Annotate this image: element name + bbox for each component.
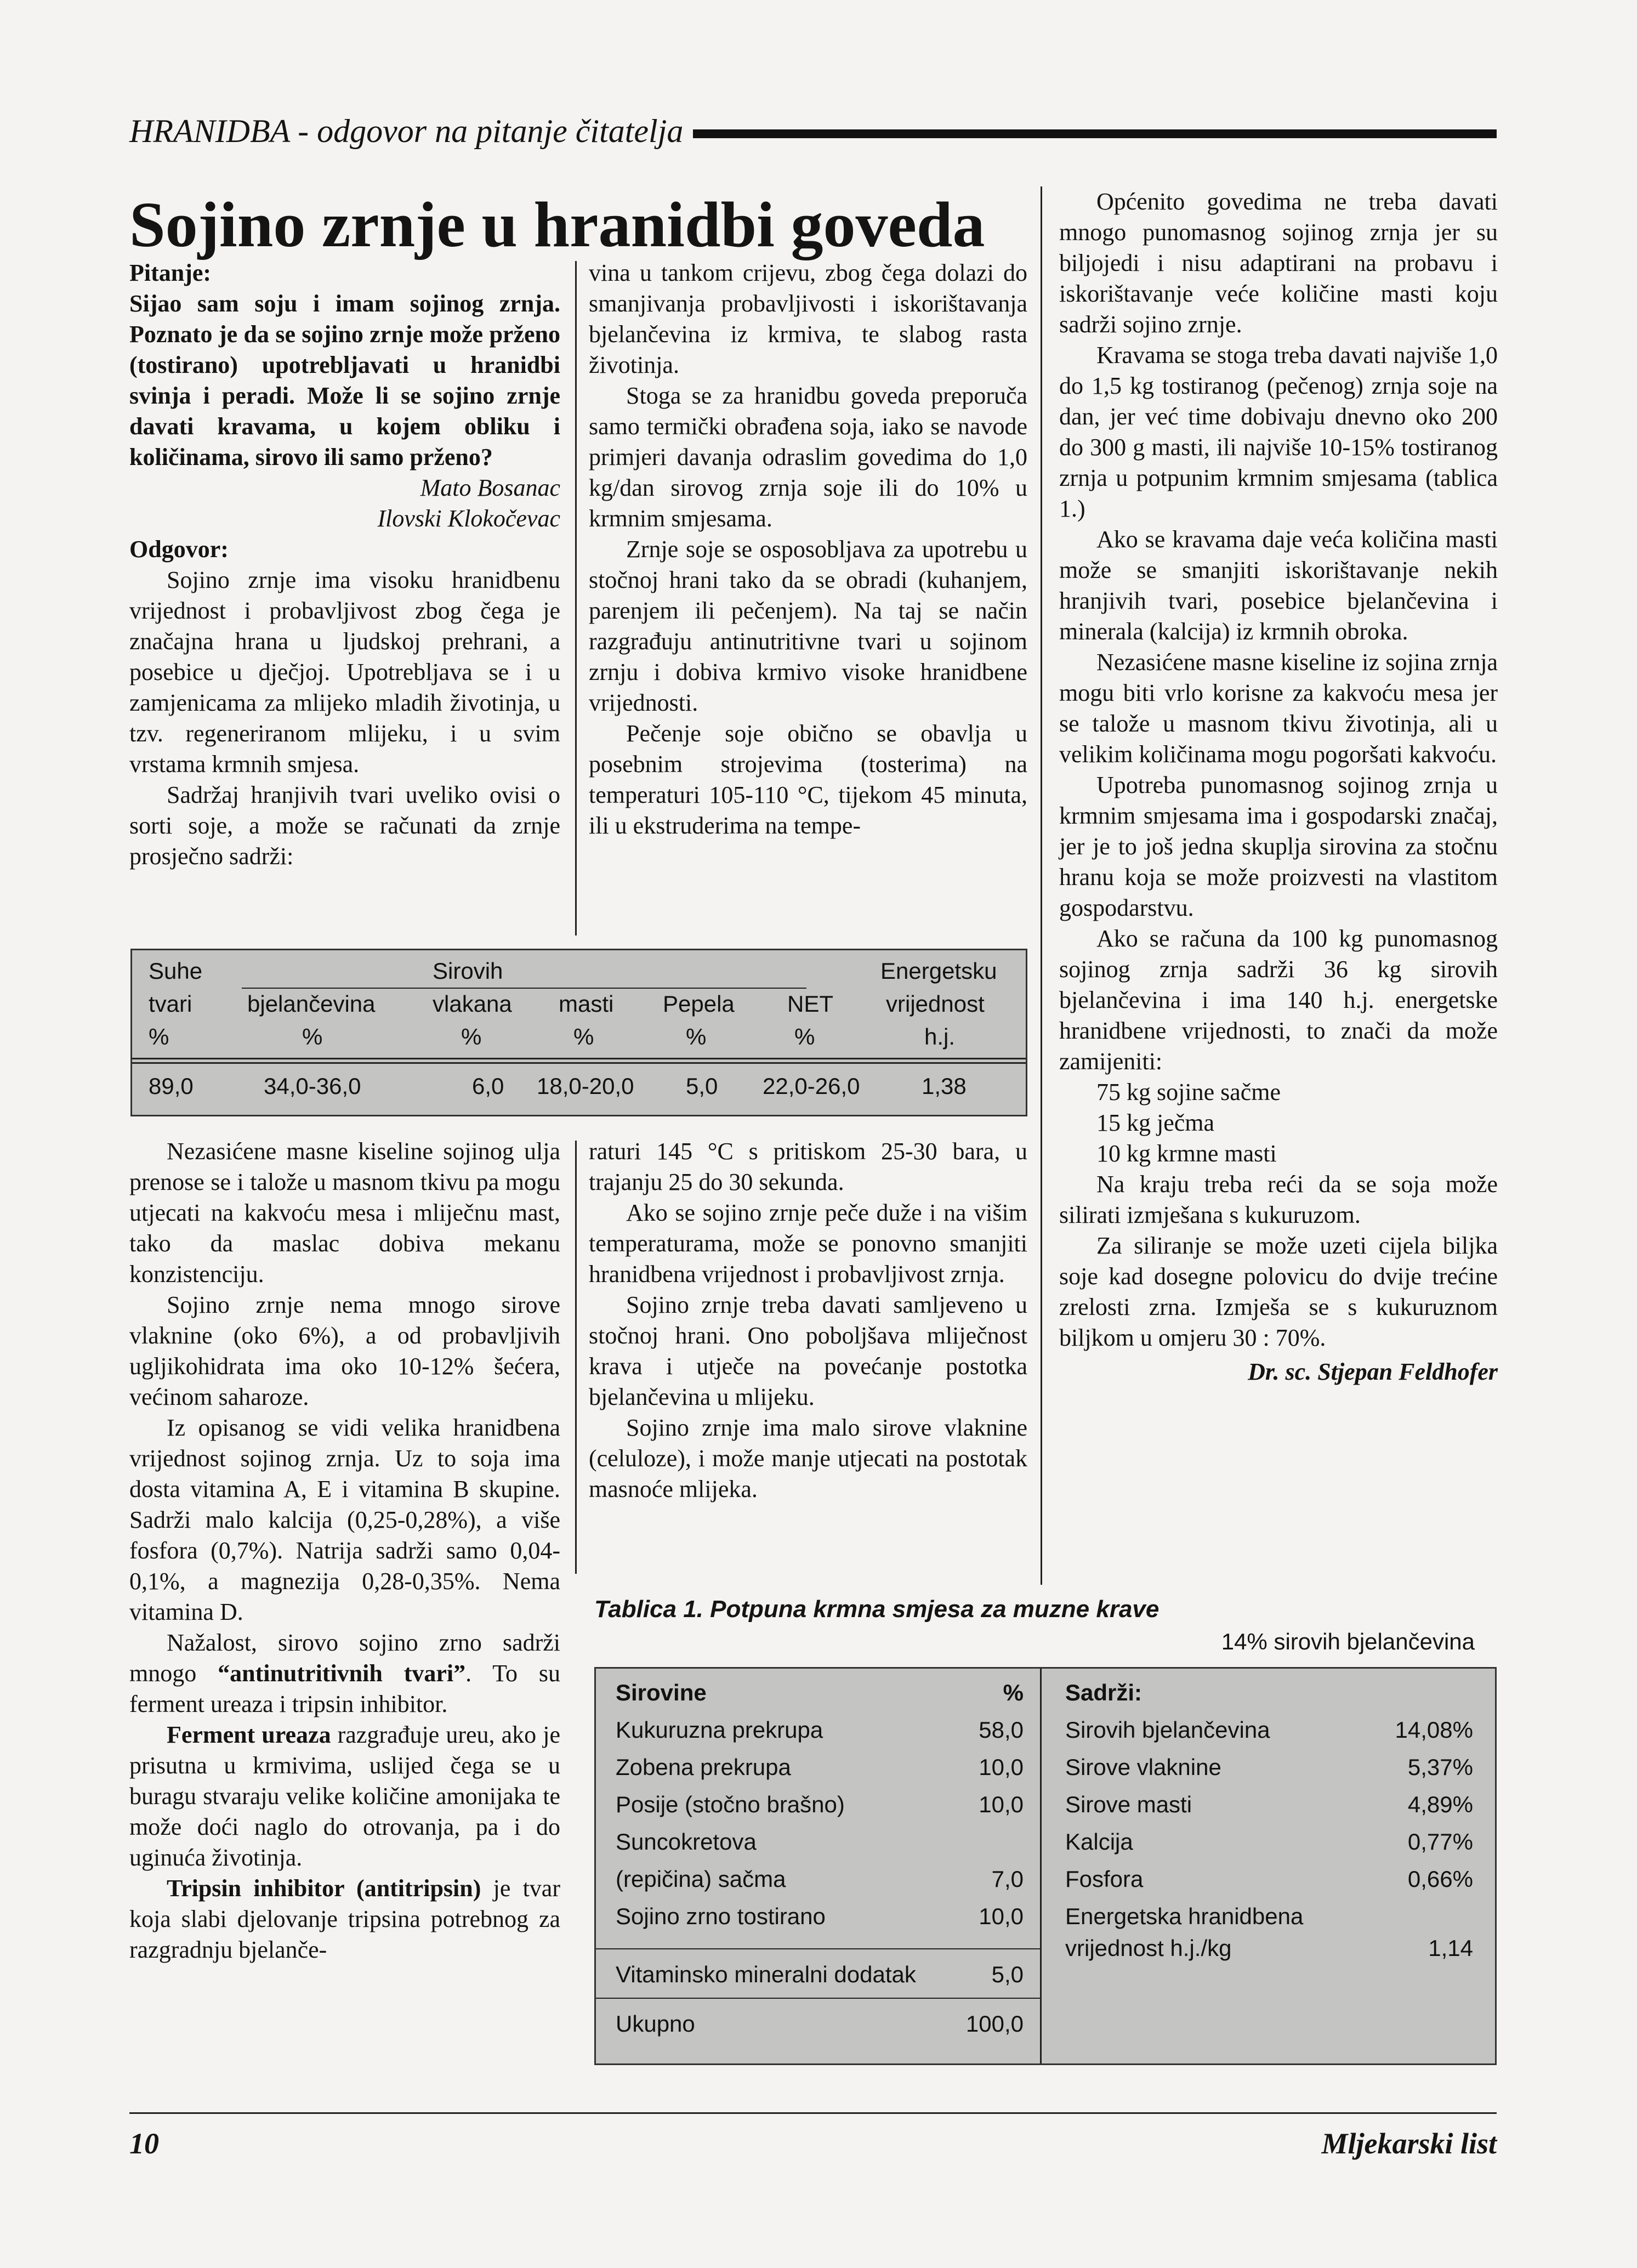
section-label: HRANIDBA - odgovor na pitanje čitatelja: [129, 113, 693, 149]
content-value: 5,37%: [1407, 1754, 1473, 1780]
table-header: vrijednost: [886, 991, 985, 1017]
content-name: Sirove vlaknine: [1065, 1754, 1221, 1780]
ingredient-value: 5,0: [991, 1961, 1024, 1987]
emphasis: “antinutritivnih tvari”: [218, 1660, 466, 1687]
table-subcaption: 14% sirovih bjelančevina: [1221, 1629, 1475, 1654]
paragraph: Sojino zrnje ima malo sirove vlaknine (celuloze), i može manje utjecati na postotak masnoće mlijeka.: [589, 1414, 1027, 1502]
table-header: Sirovine: [616, 1680, 707, 1705]
ingredient-name: Suncokretova: [616, 1829, 757, 1855]
article-title: Sojino zrnje u hranidbi goveda: [129, 189, 985, 260]
paragraph: Za siliranje se može uzeti cijela biljka soje kad dosegne polovicu do dvije trećine zrelosti zrna. Izmješa se s kukuruznom biljkom u omjeru 30 : 70%.: [1059, 1232, 1498, 1351]
column-divider: [1041, 186, 1042, 1585]
content-value: 0,66%: [1407, 1866, 1473, 1892]
article-signature: Dr. sc. Stjepan Feldhofer: [1248, 1358, 1498, 1385]
paragraph: Zrnje soje se osposobljava za upotrebu u stočnoj hrani tako da se obradi (kuhanjem, parenjem ili pečenjem). Na taj se način razgrađuju antinutritivne tvari u sojinom zrnju i dobiva krmivo visoke hranidbene vrijednosti.: [589, 536, 1027, 716]
column-1-upper: [129, 258, 560, 872]
table-cell: 34,0-36,0: [264, 1073, 361, 1099]
table-unit: %: [302, 1024, 323, 1050]
table-unit: %: [794, 1024, 815, 1050]
footer-rule: [129, 2112, 1497, 2114]
question-label: Pitanje:: [129, 259, 212, 286]
ingredient-name: (repičina) sačma: [616, 1866, 786, 1892]
table-divider: [596, 1998, 1040, 1999]
answer-paragraph: Sadržaj hranjivih tvari uveliko ovisi o sorti soje, a može se računati da zrnje prosječno sadrži:: [129, 781, 560, 870]
table-cell: 22,0-26,0: [763, 1073, 860, 1099]
ingredient-name: Kukuruzna prekrupa: [616, 1717, 823, 1743]
table-header: Suhe: [149, 958, 203, 984]
ingredient-value: 10,0: [979, 1754, 1024, 1780]
table-cell: 89,0: [149, 1073, 194, 1099]
column-3: [1059, 186, 1498, 1387]
table-cell: 1,38: [922, 1073, 967, 1099]
content-value: 4,89%: [1407, 1791, 1473, 1817]
ingredient-value: 58,0: [979, 1717, 1024, 1743]
table-divider: [132, 1062, 1026, 1064]
content-value: 14,08%: [1395, 1717, 1473, 1743]
paragraph: Iz opisanog se vidi velika hranidbena vrijednost sojinog zrnja. Uz to soja ima dosta vitamina A, E i vitamina B skupine. Sadrži malo kalcija (0,25-0,28%), a više fosfora (0,7%). Natrija sadrži samo 0,04-0,1%, a magnezija 0,28-0,35%. Nema vitamina D.: [129, 1414, 560, 1625]
answer-paragraph: Sojino zrnje ima visoku hranidbenu vrijednost i probavljivost zbog čega je značajna hrana u ljudskoj prehrani, a posebice u dječjoj. Upotrebljava se i u zamjenicama za mlijeko mladih životinja, u tzv. regeneriranom mlijeku, i u svim vrstama krmnih smjesa.: [129, 566, 560, 778]
paragraph: Nezasićene masne kiseline sojinog ulja prenose se i talože u masnom tkivu pa mogu utjecati na kakvoću mesa i mliječnu mast, tako da maslac dobiva mekanu konzistenciju.: [129, 1138, 560, 1288]
content-name: Sirove masti: [1065, 1791, 1192, 1817]
table-unit: %: [686, 1024, 707, 1050]
ingredient-value: 7,0: [991, 1866, 1024, 1892]
table-header: tvari: [149, 991, 192, 1017]
question-text: Sijao sam soju i imam sojinog zrnja. Poznato je da se sojino zrnje može prženo (tostirano) upotrebljavati u hranidbi svinja i peradi. Može li se sojino zrnje davati kravama, u kojem obliku i količinama, sirovo ili samo prženo?: [129, 290, 560, 470]
paragraph: Nezasićene masne kiseline iz sojina zrnja mogu biti vrlo korisne za kakvoću mesa jer se talože u masnom tkivu životinja, ali u velikim količinama mogu pogoršati kakvoću.: [1059, 649, 1498, 768]
paragraph: Ako se sojino zrnje peče duže i na višim temperaturama, može se ponovno smanjiti hranidbena vrijednost i probavljivost zrnja.: [589, 1199, 1027, 1288]
column-1-lower: [129, 1136, 560, 1965]
table-unit: %: [461, 1024, 482, 1050]
table-header: vlakana: [433, 991, 512, 1017]
paragraph: Pečenje soje obično se obavlja u posebnim strojevima (tosterima) na temperaturi 105-110 °C, tijekom 45 minuta, ili u ekstruderima na tempe-: [589, 720, 1027, 839]
content-name: Kalcija: [1065, 1829, 1133, 1855]
text-run: . To su ferment ureaza i tripsin inhibitor.: [129, 1660, 560, 1717]
text-run: je tvar koja slabi djelovanje tripsina potrebnog za razgradnju bjelanče-: [129, 1875, 560, 1963]
column-divider: [575, 1141, 577, 1574]
feed-mix-table: [594, 1667, 1497, 2065]
paragraph: [129, 1720, 560, 1873]
table-header: masti: [559, 991, 614, 1017]
question-author-place: Ilovski Klokočevac: [377, 505, 560, 532]
paragraph: Upotreba punomasnog sojinog zrnja u krmnim smjesama ima i gospodarski značaj, jer je to još jedna skuplja sirovina za stočnu hranu koja se može proizvesti na vlastitom gospodarstvu.: [1059, 772, 1498, 921]
content-name: vrijednost h.j./kg: [1065, 1935, 1232, 1961]
paragraph: [129, 1628, 560, 1720]
table-header: Energetsku: [880, 958, 997, 984]
paragraph: Općenito govedima ne treba davati mnogo punomasnog sojinog zrnja jer su biljojedi i nisu adaptirani na probavu i iskorištavanje veće količine masti koju sadrži sojino zrnje.: [1059, 188, 1498, 338]
table-header: NET: [787, 991, 833, 1017]
content-name: Energetska hranidbena: [1065, 1903, 1304, 1929]
paragraph: Na kraju treba reći da se soja može silirati izmješana s kukuruzom.: [1059, 1171, 1498, 1228]
paragraph: Stoga se za hranidbu goveda preporuča samo termički obrađena soja, iako se navode primjeri davanja odraslim govedima do 1,0 kg/dan sirovog zrnja soje ili do 10% u krmnim smjesama.: [589, 382, 1027, 532]
table-header: Pepela: [663, 991, 735, 1017]
ingredient-total-value: 100,0: [965, 2011, 1024, 2037]
paragraph: raturi 145 °C s pritiskom 25-30 bara, u trajanju 25 do 30 sekunda.: [589, 1138, 1027, 1195]
composition-table: [130, 949, 1027, 1116]
list-item: 75 kg sojine sačme: [1096, 1079, 1281, 1105]
question-author-name: Mato Bosanac: [420, 474, 560, 501]
table-divider: [132, 1058, 1026, 1059]
ingredient-name: Sojino zrno tostirano: [616, 1903, 826, 1929]
table-divider: [596, 1948, 1040, 1949]
column-divider: [575, 261, 577, 935]
ingredient-name: Posije (stočno brašno): [616, 1791, 845, 1817]
paragraph: Ako se kravama daje veća količina masti može se smanjiti iskorištavanje nekih hranjivih tvari, posebice bjelančevina i minerala (kalcija) iz krmnih obroka.: [1059, 526, 1498, 645]
emphasis: Tripsin inhibitor (antitripsin): [167, 1875, 481, 1902]
paragraph: Sojino zrnje nema mnogo sirove vlaknine (oko 6%), a od probavljivih ugljikohidrata ima oko 10-12% šećera, većinom saharoze.: [129, 1291, 560, 1410]
list-item: 10 kg krmne masti: [1096, 1140, 1277, 1167]
text-run: razgrađuje ureu, ako je prisutna u krmivima, uslijed čega se u buragu stvaraju velike količine amonijaka te može doći naglo do otrovanja, pa i do uginuća životinja.: [129, 1721, 560, 1871]
text-run: Nažalost, sirovo sojino zrno sadrži mnogo: [129, 1629, 560, 1687]
ingredient-value: 10,0: [979, 1791, 1024, 1817]
content-name: Fosfora: [1065, 1866, 1144, 1892]
paragraph: vina u tankom crijevu, zbog čega dolazi do smanjivanja probavljivosti i iskorištavanja bjelančevina iz krmiva, te slabog rasta životinja.: [589, 259, 1027, 378]
paragraph: Sojino zrnje treba davati samljeveno u stočnoj hrani. Ono poboljšava mliječnost krava i utječe na povećanje postotka bjelančevina u mlijeku.: [589, 1291, 1027, 1410]
ingredient-total-label: Ukupno: [616, 2011, 695, 2037]
table-cell: 5,0: [686, 1073, 718, 1099]
content-name: Sirovih bjelančevina: [1065, 1717, 1270, 1743]
section-header: [129, 107, 1497, 155]
paragraph: [129, 1873, 560, 1965]
paragraph: Ako se računa da 100 kg punomasnog sojinog zrnja sadrži 36 kg sirovih bjelančevina i ima 140 h.j. energetske hranidbene vrijednosti, to znači da može zamijeniti:: [1059, 925, 1498, 1075]
list-item: 15 kg ječma: [1096, 1109, 1215, 1136]
column-2-upper: [589, 258, 1027, 841]
publication-name: Mljekarski list: [1321, 2127, 1497, 2160]
emphasis: Ferment ureaza: [167, 1721, 331, 1748]
paragraph: Kravama se stoga treba davati najviše 1,0 do 1,5 kg tostiranog (pečenog) zrnja soje na dan, jer već time dobivaju dnevno oko 200 do 300 g masti, ili najviše 10-15% tostiranog zrnja u potpunim krmnim smjesama (tablica 1.): [1059, 342, 1498, 522]
answer-label: Odgovor:: [129, 536, 229, 563]
table-caption: Tablica 1. Potpuna krmna smjesa za muzne krave: [594, 1596, 1159, 1623]
table-cell: 18,0-20,0: [537, 1073, 634, 1099]
table-cell: 6,0: [472, 1073, 504, 1099]
table-header: bjelančevina: [247, 991, 376, 1017]
content-value: 1,14: [1428, 1935, 1473, 1961]
table-header: %: [1003, 1680, 1024, 1705]
column-2-lower: [589, 1136, 1027, 1505]
table-unit: %: [149, 1024, 169, 1050]
table-unit: h.j.: [924, 1024, 956, 1050]
table-unit: %: [573, 1024, 594, 1050]
ingredient-value: 10,0: [979, 1903, 1024, 1929]
content-value: 0,77%: [1407, 1829, 1473, 1855]
table-header: Sadrži:: [1065, 1680, 1143, 1705]
ingredient-name: Vitaminsko mineralni dodatak: [616, 1961, 916, 1987]
ingredient-name: Zobena prekrupa: [616, 1754, 791, 1780]
table-header: Sirovih: [433, 958, 503, 984]
page-number: 10: [129, 2127, 159, 2160]
table-divider: [1040, 1669, 1042, 2063]
